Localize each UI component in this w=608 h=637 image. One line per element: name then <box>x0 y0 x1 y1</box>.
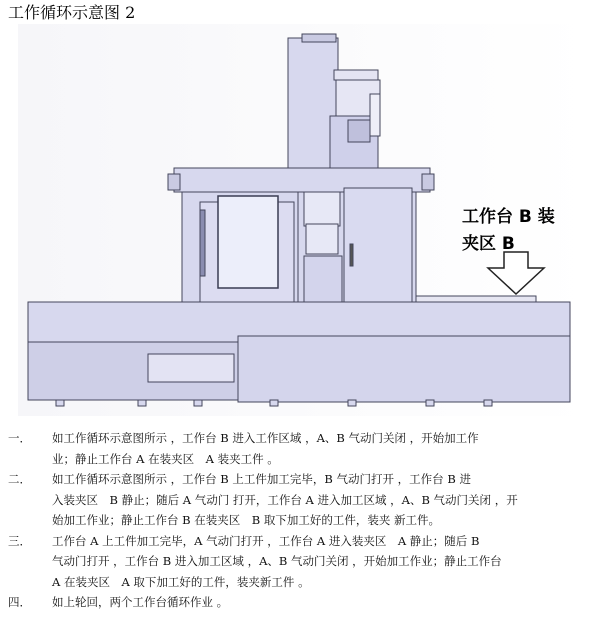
door-window <box>218 196 278 288</box>
step-line: 如工作循环示意图所示 ，工作台 B 上工件加工完毕，B 气动门打开 ，工作台 B 进 <box>52 472 471 486</box>
step-line: 业；静止工作台 A 在装夹区 A 装夹工件 。 <box>52 451 279 466</box>
step-text <box>52 428 604 469</box>
step-text <box>52 531 604 593</box>
step-text <box>52 469 604 531</box>
step-line: 入装夹区 B 静止；随后 A 气动门 打开，工作台 A 进入加工区域 ，A、B 气动门关闭 ，开 <box>52 492 518 507</box>
step-number: 四． <box>8 595 31 609</box>
step-item <box>8 469 604 531</box>
step-line: 工作台 A 上工件加工完毕，A 气动门打开 ，工作台 A 进入装夹区 A 静止；随后 B <box>52 533 480 548</box>
steps-list <box>8 428 604 613</box>
page-title: 工作循环示意图 2 <box>8 3 136 22</box>
step-number: 二． <box>8 472 31 486</box>
step-number: 一． <box>8 431 31 445</box>
step-line: 始加工作业；静止工作台 B 在装夹区 B 取下加工好的工件，装夹 新工件。 <box>52 513 441 527</box>
step-number: 三． <box>8 533 31 548</box>
step-line: 如上轮回，两个工作台循环作业 。 <box>52 595 229 609</box>
step-line: A 在装夹区 A 取下加工好的工件，装夹新工件 。 <box>52 574 310 589</box>
workstation-b-label: 工作台 B 装 夹区 B <box>462 207 555 254</box>
step-line: 气动门打开 ，工作台 B 进入加工区域 ，A、B 气动门关闭 ，开始加工作业；静止工作台 <box>52 554 502 568</box>
step-item <box>8 428 604 469</box>
step-text <box>52 592 604 613</box>
step-item <box>8 592 604 613</box>
step-line: 如工作循环示意图所示 ，工作台 B 进入工作区域 ，A、B 气动门关闭 ，开始加工作 <box>52 431 479 445</box>
step-item <box>8 531 604 593</box>
